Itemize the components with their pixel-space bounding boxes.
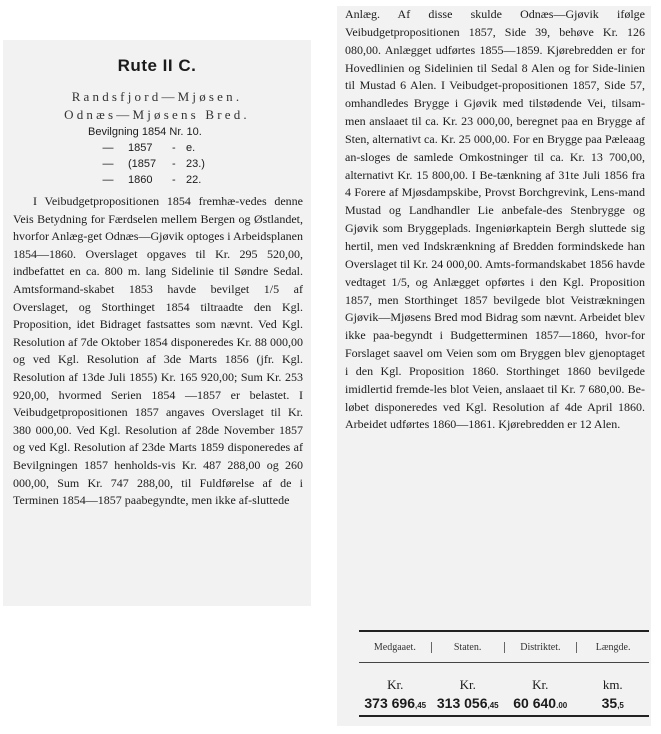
grant-line: — (1857 - 23.) xyxy=(102,158,205,170)
summary-table xyxy=(359,630,649,717)
summary-header-row xyxy=(359,632,649,663)
header-distriktet: Distriktet. xyxy=(504,642,577,653)
unit-cell: Kr. xyxy=(532,677,549,692)
right-column xyxy=(337,6,651,726)
value-staten: 313 056,45 xyxy=(436,695,499,711)
header-staten: Staten. xyxy=(431,642,504,653)
grant-line: — 1857 - e. xyxy=(102,142,196,154)
page-title: Rute II C. xyxy=(117,56,197,75)
grant-line: Bevilgning 1854 Nr. 10. xyxy=(88,126,202,138)
summary-units-row xyxy=(359,677,649,693)
unit-cell: Kr. xyxy=(387,677,404,692)
value-distriktet: 60 640.00 xyxy=(513,695,568,711)
value-laengde: 35,5 xyxy=(601,695,624,711)
summary-values-row xyxy=(359,695,649,711)
right-paragraph: Anlæg. Af disse skulde Odnæs—Gjøvik ifølge Veibudgetpropositionen 1857, Side 39, behøve Kr. 126 080,00. Anlægget udførtes 1855—1859. Kjørebredden er for Hovedlinien og Sidelinien til Sedal 8 Alen og for Side-linien til Mustad 6 Alen. I Veibudget-propositionen 1857, Side 57, omhandledes Brygge i Gjøvik med tilstødende Vei, tilsam-men anslaaet til ca. Kr. 23 000,00, beregnet paa en Brygge af Sten, alternativt ca. Kr. 25 000,00. For en Brygge paa Pæleaag an-sloges de samlede Omkostninger til ca. Kr. 13 700,00, alternativt Kr. 15 800,00. I Be-tænkning af 31te Juli 1856 fra 4 Forere af Mjøsdampskibe, Provst Borchgrevink, Lens-mand Mustad og Landhandler Lie anbefale-des Stenbrygge og Gjøvik som Bryggeplads. Ingeniørkaptein Bergh sluttede sig hertil, men ved Indskrænkning af Bredden formindskede han Overslaget til Kr. 24 000,00. Amts-formandskabet 1856 havde vedtaget 1/5, og Anlægget opførtes i den Kgl. Proposition 1857, men Storthinget 1857 bevilgede blot Veistrækningen Gjøvik—Mjøsens Bred mod Bidrag som nævnt. Arbeidet blev ikke paa-begyndt i Budgetterminen 1857—1860, hvor-for Forslaget saavel om Veien som om Bryggen blev gjenoptaget i den Kgl. Proposition 1860. Storthinget 1860 bevilgede imidlertid fremde-les blot Veien, anslaaet til Kr. 7 680,00. Be-løbet disponeredes ved Kgl. Resolution af 4de April 1860. Arbeidet udførtes 1860—1861. Kjørebredden er 12 Alen. xyxy=(345,7,645,432)
left-paragraph: I Veibudgetpropositionen 1854 fremhæ-vedes denne Veis Betydning for Færdselen mellem Bergen og Østlandet, hvorfor Anlæg-get Odnæs—Gjøvik optoges i Arbeidsplanen 1854—1860. Overslaget opgaves til Kr. 295 520,00, indbefattet en ca. 800 m. lang Sidelinie til Søndre Sedal. Amtsformand-skabet 1853 havde bevilget 1/5 af Overslaget, og Storthinget 1854 tiltraadte den Kgl. Proposition, idet Bidraget fastsattes som nævnt. Ved Kgl. Resolution af 7de Oktober 1854 disponeredes Kr. 88 000,00 og ved Kgl. Resolution af 3de Marts 1856 (jfr. Kgl. Resolution af 13de Juli 1855) Kr. 165 920,00; Sum Kr. 253 920,00, hvormed Serien 1854 —1857 er belastet. I Veibudgetpropositionen 1857 angaves Overslaget til Kr. 380 000,00. Ved Kgl. Resolution af 28de November 1857 og ved Kgl. Resolution af 23de Marts 1859 disponeredes af Bevilgningen 1857 henholds-vis Kr. 487 288,00 og 260 000,00, Sum Kr. 747 288,00, til Fuldførelse af de i Terminen 1854—1857 paabegyndte, men ikke af-sluttede xyxy=(13,194,303,508)
header-medgaaet: Medgaaet. xyxy=(373,641,416,653)
left-column xyxy=(3,40,311,606)
value-medgaaet: 373 696,45 xyxy=(364,695,427,711)
unit-cell: Kr. xyxy=(459,677,476,692)
unit-cell: km. xyxy=(602,677,623,692)
route-section: Odnæs—Mjøsens Bred. xyxy=(64,107,250,122)
route-name: Randsfjord—Mjøsen. xyxy=(71,89,243,104)
header-laengde: Længde. xyxy=(576,642,649,653)
grant-line: — 1860 - 22. xyxy=(102,174,202,186)
